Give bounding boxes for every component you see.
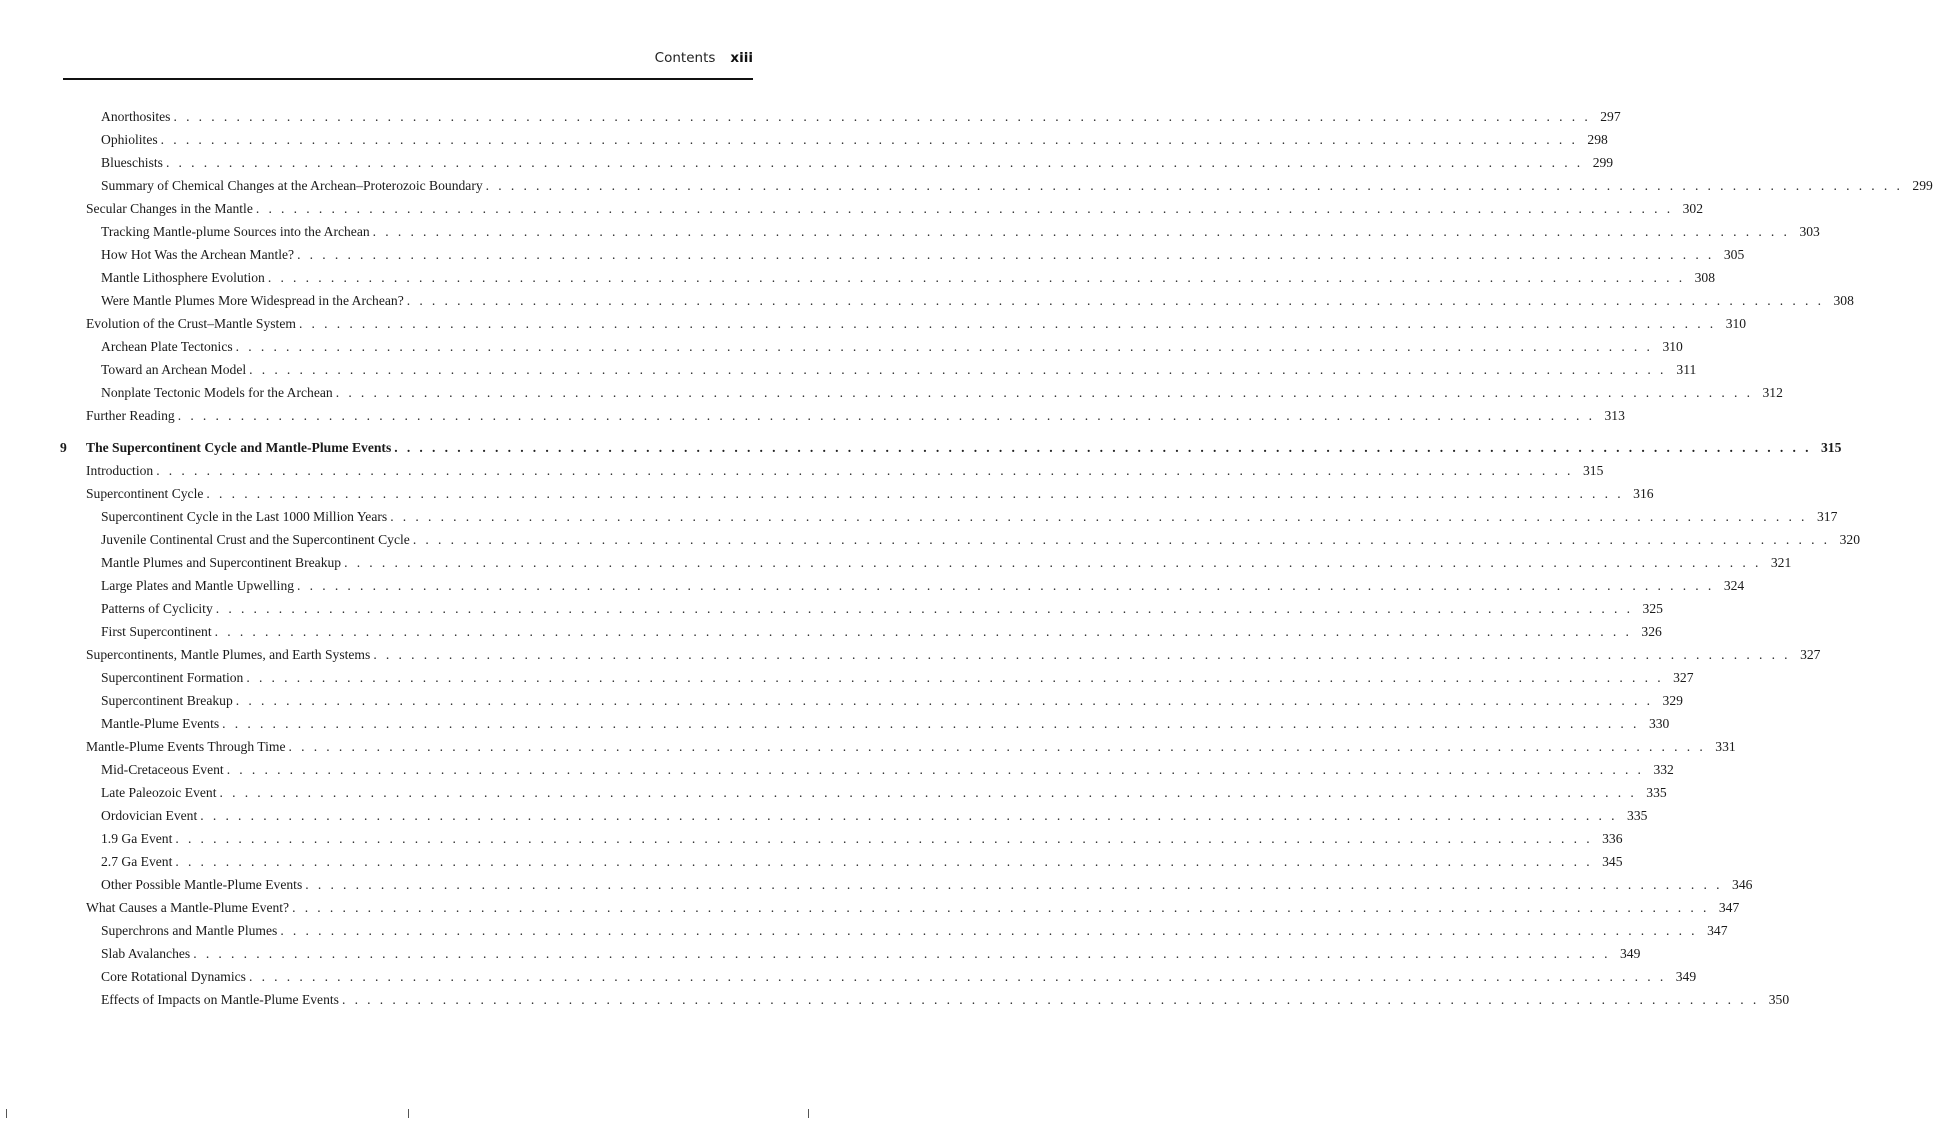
toc-entry[interactable]: Further Reading . . . . . . . . . . . . . . . . . . . . . . . . . . . . . . . . . . . . . . . . . . . . . . . . . . . . . . . . . . . . . . . . . . . . . . . . . . . . . . . . . . . . . . . . . . . . . . . . . . . . . . . . . . . . . . . . . 313 — [86, 408, 1625, 423]
toc-page: 312 — [1762, 385, 1783, 400]
toc-entry[interactable]: How Hot Was the Archean Mantle? . . . . . . . . . . . . . . . . . . . . . . . . . . . . . . . . . . . . . . . . . . . . . . . . . . . . . . . . . . . . . . . . . . . . . . . . . . . . . . . . . . . . . . . . . . . . . . . . . . . . . . . . . . . . . . . . . 305 — [101, 247, 1745, 262]
dot-leader: . . . . . . . . . . . . . . . . . . . . . . . . . . . . . . . . . . . . . . . . . . . . . . . . . . . . . . . . . . . . . . . . . . . . . . . . . . . . . . . . . . . . . . . . . . . . . . . . . . . . . . . . . . . . . . . . . — [390, 509, 1808, 524]
dot-leader: . . . . . . . . . . . . . . . . . . . . . . . . . . . . . . . . . . . . . . . . . . . . . . . . . . . . . . . . . . . . . . . . . . . . . . . . . . . . . . . . . . . . . . . . . . . . . . . . . . . . . . . . . . . . . . . . . — [297, 578, 1715, 593]
dot-leader: . . . . . . . . . . . . . . . . . . . . . . . . . . . . . . . . . . . . . . . . . . . . . . . . . . . . . . . . . . . . . . . . . . . . . . . . . . . . . . . . . . . . . . . . . . . . . . . . . . . . . . . . . . . . . . . . . — [177, 408, 1595, 423]
dot-leader: . . . . . . . . . . . . . . . . . . . . . . . . . . . . . . . . . . . . . . . . . . . . . . . . . . . . . . . . . . . . . . . . . . . . . . . . . . . . . . . . . . . . . . . . . . . . . . . . . . . . . . . . . . . . . . . . . — [412, 532, 1830, 547]
toc-page: 345 — [1602, 854, 1623, 869]
toc-page: 315 — [1582, 463, 1604, 478]
dot-leader: . . . . . . . . . . . . . . . . . . . . . . . . . . . . . . . . . . . . . . . . . . . . . . . . . . . . . . . . . . . . . . . . . . . . . . . . . . . . . . . . . . . . . . . . . . . . . . . . . . . . . . . . . . . . . . . . . — [372, 224, 1790, 239]
toc-entry[interactable]: Other Possible Mantle-Plume Events . . . . . . . . . . . . . . . . . . . . . . . . . . . . . . . . . . . . . . . . . . . . . . . . . . . . . . . . . . . . . . . . . . . . . . . . . . . . . . . . . . . . . . . . . . . . . . . . . . . . . . . . . . . . . . . . . 346 — [101, 877, 1753, 892]
toc-entry[interactable]: Late Paleozoic Event . . . . . . . . . . . . . . . . . . . . . . . . . . . . . . . . . . . . . . . . . . . . . . . . . . . . . . . . . . . . . . . . . . . . . . . . . . . . . . . . . . . . . . . . . . . . . . . . . . . . . . . . . . . . . . . . . 335 — [101, 785, 1667, 800]
crop-mark — [408, 1109, 409, 1118]
toc-entry[interactable]: 1.9 Ga Event . . . . . . . . . . . . . . . . . . . . . . . . . . . . . . . . . . . . . . . . . . . . . . . . . . . . . . . . . . . . . . . . . . . . . . . . . . . . . . . . . . . . . . . . . . . . . . . . . . . . . . . . . . . . . . . . . 336 — [101, 831, 1623, 846]
toc-entry[interactable]: 2.7 Ga Event . . . . . . . . . . . . . . . . . . . . . . . . . . . . . . . . . . . . . . . . . . . . . . . . . . . . . . . . . . . . . . . . . . . . . . . . . . . . . . . . . . . . . . . . . . . . . . . . . . . . . . . . . . . . . . . . . 345 — [101, 854, 1623, 869]
toc-entry[interactable]: Evolution of the Crust–Mantle System . . . . . . . . . . . . . . . . . . . . . . . . . . . . . . . . . . . . . . . . . . . . . . . . . . . . . . . . . . . . . . . . . . . . . . . . . . . . . . . . . . . . . . . . . . . . . . . . . . . . . . . . . . . . . . . . . 310 — [86, 316, 1747, 331]
toc-entry[interactable]: Summary of Chemical Changes at the Archean–Proterozoic Boundary . . . . . . . . . . . . . . . . . . . . . . . . . . . . . . . . . . . . . . . . . . . . . . . . . . . . . . . . . . . . . . . . . . . . . . . . . . . . . . . . . . . . . . . . . . . . . . . . . . . . . . . . . . . . . . . . . 299 — [101, 178, 1933, 193]
toc-entry[interactable]: Ophiolites . . . . . . . . . . . . . . . . . . . . . . . . . . . . . . . . . . . . . . . . . . . . . . . . . . . . . . . . . . . . . . . . . . . . . . . . . . . . . . . . . . . . . . . . . . . . . . . . . . . . . . . . . . . . . . . . . 298 — [101, 132, 1608, 147]
running-head-title: Contents — [654, 50, 716, 66]
dot-leader: . . . . . . . . . . . . . . . . . . . . . . . . . . . . . . . . . . . . . . . . . . . . . . . . . . . . . . . . . . . . . . . . . . . . . . . . . . . . . . . . . . . . . . . . . . . . . . . . . . . . . . . . . . . . . . . . . — [215, 601, 1633, 616]
page-number: xiii — [730, 50, 753, 66]
toc-entry[interactable]: Juvenile Continental Crust and the Supercontinent Cycle . . . . . . . . . . . . . . . . . . . . . . . . . . . . . . . . . . . . . . . . . . . . . . . . . . . . . . . . . . . . . . . . . . . . . . . . . . . . . . . . . . . . . . . . . . . . . . . . . . . . . . . . . . . . . . . . . 320 — [101, 532, 1860, 547]
toc-page: 305 — [1723, 247, 1745, 262]
dot-leader: . . . . . . . . . . . . . . . . . . . . . . . . . . . . . . . . . . . . . . . . . . . . . . . . . . . . . . . . . . . . . . . . . . . . . . . . . . . . . . . . . . . . . . . . . . . . . . . . . . . . . . . . . . . . . . . . . — [175, 854, 1593, 869]
dot-leader: . . . . . . . . . . . . . . . . . . . . . . . . . . . . . . . . . . . . . . . . . . . . . . . . . . . . . . . . . . . . . . . . . . . . . . . . . . . . . . . . . . . . . . . . . . . . . . . . . . . . . . . . . . . . . . . . . — [341, 992, 1760, 1007]
toc-entry[interactable]: Secular Changes in the Mantle . . . . . . . . . . . . . . . . . . . . . . . . . . . . . . . . . . . . . . . . . . . . . . . . . . . . . . . . . . . . . . . . . . . . . . . . . . . . . . . . . . . . . . . . . . . . . . . . . . . . . . . . . . . . . . . . . 302 — [86, 201, 1704, 216]
toc-entry[interactable]: Tracking Mantle-plume Sources into the Archean . . . . . . . . . . . . . . . . . . . . . . . . . . . . . . . . . . . . . . . . . . . . . . . . . . . . . . . . . . . . . . . . . . . . . . . . . . . . . . . . . . . . . . . . . . . . . . . . . . . . . . . . . . . . . . . . . 303 — [101, 224, 1820, 239]
dot-leader: . . . . . . . . . . . . . . . . . . . . . . . . . . . . . . . . . . . . . . . . . . . . . . . . . . . . . . . . . . . . . . . . . . . . . . . . . . . . . . . . . . . . . . . . . . . . . . . . . . . . . . . . . . . . . . . . . — [173, 109, 1591, 124]
toc-entry[interactable]: Supercontinent Cycle . . . . . . . . . . . . . . . . . . . . . . . . . . . . . . . . . . . . . . . . . . . . . . . . . . . . . . . . . . . . . . . . . . . . . . . . . . . . . . . . . . . . . . . . . . . . . . . . . . . . . . . . . . . . . . . . . 316 — [86, 486, 1654, 501]
toc-page: 302 — [1682, 201, 1704, 216]
dot-leader: . . . . . . . . . . . . . . . . . . . . . . . . . . . . . . . . . . . . . . . . . . . . . . . . . . . . . . . . . . . . . . . . . . . . . . . . . . . . . . . . . . . . . . . . . . . . . . . . . . . . . . . . . . . . . . . . . — [219, 785, 1637, 800]
toc-page: 324 — [1723, 578, 1745, 593]
dot-leader: . . . . . . . . . . . . . . . . . . . . . . . . . . . . . . . . . . . . . . . . . . . . . . . . . . . . . . . . . . . . . . . . . . . . . . . . . . . . . . . . . . . . . . . . . . . . . . . . . . . . . . . . . . . . . . . . . — [406, 293, 1824, 308]
toc-page: 336 — [1602, 831, 1623, 846]
toc-entry[interactable]: Supercontinent Breakup . . . . . . . . . . . . . . . . . . . . . . . . . . . . . . . . . . . . . . . . . . . . . . . . . . . . . . . . . . . . . . . . . . . . . . . . . . . . . . . . . . . . . . . . . . . . . . . . . . . . . . . . . . . . . . . . . 329 — [101, 693, 1683, 708]
dot-leader: . . . . . . . . . . . . . . . . . . . . . . . . . . . . . . . . . . . . . . . . . . . . . . . . . . . . . . . . . . . . . . . . . . . . . . . . . . . . . . . . . . . . . . . . . . . . . . . . . . . . . . . . . . . . . . . . . — [235, 339, 1653, 354]
toc-entry[interactable]: Core Rotational Dynamics . . . . . . . . . . . . . . . . . . . . . . . . . . . . . . . . . . . . . . . . . . . . . . . . . . . . . . . . . . . . . . . . . . . . . . . . . . . . . . . . . . . . . . . . . . . . . . . . . . . . . . . . . . . . . . . . . 349 — [101, 969, 1697, 984]
toc-page: 350 — [1768, 992, 1790, 1007]
toc-page: 327 — [1673, 670, 1694, 685]
dot-leader: . . . . . . . . . . . . . . . . . . . . . . . . . . . . . . . . . . . . . . . . . . . . . . . . . . . . . . . . . . . . . . . . . . . . . . . . . . . . . . . . . . . . . . . . . . . . . . . . . . . . . . . . . . . . . . . . . — [226, 762, 1644, 777]
toc-page: 332 — [1653, 762, 1674, 777]
dot-leader: . . . . . . . . . . . . . . . . . . . . . . . . . . . . . . . . . . . . . . . . . . . . . . . . . . . . . . . . . . . . . . . . . . . . . . . . . . . . . . . . . . . . . . . . . . . . . . . . . . . . . . . . . . . . . . . . . — [248, 969, 1667, 984]
dot-leader: . . . . . . . . . . . . . . . . . . . . . . . . . . . . . . . . . . . . . . . . . . . . . . . . . . . . . . . . . . . . . . . . . . . . . . . . . . . . . . . . . . . . . . . . . . . . . . . . . . . . . . . . . . . . . . . . . — [235, 693, 1653, 708]
toc-page: 315 — [1821, 440, 1842, 455]
toc-page: 299 — [1912, 178, 1933, 193]
dot-leader: . . . . . . . . . . . . . . . . . . . . . . . . . . . . . . . . . . . . . . . . . . . . . . . . . . . . . . . . . . . . . . . . . . . . . . . . . . . . . . . . . . . . . . . . . . . . . . . . . . . . . . . . . . . . . . . . . — [394, 440, 1812, 455]
toc-entry[interactable]: What Causes a Mantle-Plume Event? . . . . . . . . . . . . . . . . . . . . . . . . . . . . . . . . . . . . . . . . . . . . . . . . . . . . . . . . . . . . . . . . . . . . . . . . . . . . . . . . . . . . . . . . . . . . . . . . . . . . . . . . . . . . . . . . . 347 — [86, 900, 1740, 915]
toc-entry[interactable]: First Supercontinent . . . . . . . . . . . . . . . . . . . . . . . . . . . . . . . . . . . . . . . . . . . . . . . . . . . . . . . . . . . . . . . . . . . . . . . . . . . . . . . . . . . . . . . . . . . . . . . . . . . . . . . . . . . . . . . . . 326 — [101, 624, 1662, 639]
toc-page: 310 — [1662, 339, 1683, 354]
toc-entry[interactable]: Ordovician Event . . . . . . . . . . . . . . . . . . . . . . . . . . . . . . . . . . . . . . . . . . . . . . . . . . . . . . . . . . . . . . . . . . . . . . . . . . . . . . . . . . . . . . . . . . . . . . . . . . . . . . . . . . . . . . . . . 335 — [101, 808, 1648, 823]
toc-page: 310 — [1725, 316, 1747, 331]
toc-entry[interactable]: Blueschists . . . . . . . . . . . . . . . . . . . . . . . . . . . . . . . . . . . . . . . . . . . . . . . . . . . . . . . . . . . . . . . . . . . . . . . . . . . . . . . . . . . . . . . . . . . . . . . . . . . . . . . . . . . . . . . . . 299 — [101, 155, 1614, 170]
toc-page: 329 — [1662, 693, 1683, 708]
toc-chapter-entry[interactable]: 9 The Supercontinent Cycle and Mantle-Plume Events . . . . . . . . . . . . . . . . . . . . . . . . . . . . . . . . . . . . . . . . . . . . . . . . . . . . . . . . . . . . . . . . . . . . . . . . . . . . . . . . . . . . . . . . . . . . . . . . . . . . . . . . . . . . . . . . . 315 — [60, 440, 1842, 455]
toc-entry[interactable]: Patterns of Cyclicity . . . . . . . . . . . . . . . . . . . . . . . . . . . . . . . . . . . . . . . . . . . . . . . . . . . . . . . . . . . . . . . . . . . . . . . . . . . . . . . . . . . . . . . . . . . . . . . . . . . . . . . . . . . . . . . . . 325 — [101, 601, 1663, 616]
crop-mark — [808, 1109, 809, 1118]
dot-leader: . . . . . . . . . . . . . . . . . . . . . . . . . . . . . . . . . . . . . . . . . . . . . . . . . . . . . . . . . . . . . . . . . . . . . . . . . . . . . . . . . . . . . . . . . . . . . . . . . . . . . . . . . . . . . . . . . — [246, 670, 1664, 685]
toc-page: 308 — [1694, 270, 1716, 285]
toc-entry[interactable]: Were Mantle Plumes More Widespread in the Archean? . . . . . . . . . . . . . . . . . . . . . . . . . . . . . . . . . . . . . . . . . . . . . . . . . . . . . . . . . . . . . . . . . . . . . . . . . . . . . . . . . . . . . . . . . . . . . . . . . . . . . . . . . . . . . . . . . 308 — [101, 293, 1854, 308]
toc-entry[interactable]: Effects of Impacts on Mantle-Plume Events . . . . . . . . . . . . . . . . . . . . . . . . . . . . . . . . . . . . . . . . . . . . . . . . . . . . . . . . . . . . . . . . . . . . . . . . . . . . . . . . . . . . . . . . . . . . . . . . . . . . . . . . . . . . . . . . . 350 — [101, 992, 1790, 1007]
toc-page: 346 — [1732, 877, 1753, 892]
toc-page: 349 — [1619, 946, 1641, 961]
toc-entry[interactable]: Toward an Archean Model . . . . . . . . . . . . . . . . . . . . . . . . . . . . . . . . . . . . . . . . . . . . . . . . . . . . . . . . . . . . . . . . . . . . . . . . . . . . . . . . . . . . . . . . . . . . . . . . . . . . . . . . . . . . . . . . . 311 — [101, 362, 1697, 377]
toc-page: 320 — [1839, 532, 1860, 547]
toc-entry[interactable]: Archean Plate Tectonics . . . . . . . . . . . . . . . . . . . . . . . . . . . . . . . . . . . . . . . . . . . . . . . . . . . . . . . . . . . . . . . . . . . . . . . . . . . . . . . . . . . . . . . . . . . . . . . . . . . . . . . . . . . . . . . . . 310 — [101, 339, 1683, 354]
toc-entry[interactable]: Nonplate Tectonic Models for the Archean . . . . . . . . . . . . . . . . . . . . . . . . . . . . . . . . . . . . . . . . . . . . . . . . . . . . . . . . . . . . . . . . . . . . . . . . . . . . . . . . . . . . . . . . . . . . . . . . . . . . . . . . . . . . . . . . . 312 — [101, 385, 1783, 400]
toc-entry[interactable]: Mantle Lithosphere Evolution . . . . . . . . . . . . . . . . . . . . . . . . . . . . . . . . . . . . . . . . . . . . . . . . . . . . . . . . . . . . . . . . . . . . . . . . . . . . . . . . . . . . . . . . . . . . . . . . . . . . . . . . . . . . . . . . . 308 — [101, 270, 1716, 285]
toc-page: 331 — [1715, 739, 1736, 754]
toc-entry[interactable]: Mantle-Plume Events . . . . . . . . . . . . . . . . . . . . . . . . . . . . . . . . . . . . . . . . . . . . . . . . . . . . . . . . . . . . . . . . . . . . . . . . . . . . . . . . . . . . . . . . . . . . . . . . . . . . . . . . . . . . . . . . . 330 — [101, 716, 1670, 731]
dot-leader: . . . . . . . . . . . . . . . . . . . . . . . . . . . . . . . . . . . . . . . . . . . . . . . . . . . . . . . . . . . . . . . . . . . . . . . . . . . . . . . . . . . . . . . . . . . . . . . . . . . . . . . . . . . . . . . . . — [249, 362, 1667, 377]
dot-leader: . . . . . . . . . . . . . . . . . . . . . . . . . . . . . . . . . . . . . . . . . . . . . . . . . . . . . . . . . . . . . . . . . . . . . . . . . . . . . . . . . . . . . . . . . . . . . . . . . . . . . . . . . . . . . . . . . — [485, 178, 1903, 193]
toc-page: 335 — [1646, 785, 1667, 800]
dot-leader: . . . . . . . . . . . . . . . . . . . . . . . . . . . . . . . . . . . . . . . . . . . . . . . . . . . . . . . . . . . . . . . . . . . . . . . . . . . . . . . . . . . . . . . . . . . . . . . . . . . . . . . . . . . . . . . . . — [267, 270, 1686, 285]
toc-entry[interactable]: Mantle-Plume Events Through Time . . . . . . . . . . . . . . . . . . . . . . . . . . . . . . . . . . . . . . . . . . . . . . . . . . . . . . . . . . . . . . . . . . . . . . . . . . . . . . . . . . . . . . . . . . . . . . . . . . . . . . . . . . . . . . . . . 331 — [86, 739, 1736, 754]
dot-leader: . . . . . . . . . . . . . . . . . . . . . . . . . . . . . . . . . . . . . . . . . . . . . . . . . . . . . . . . . . . . . . . . . . . . . . . . . . . . . . . . . . . . . . . . . . . . . . . . . . . . . . . . . . . . . . . . . — [165, 155, 1584, 170]
toc-page: 317 — [1816, 509, 1838, 524]
toc-page: 335 — [1627, 808, 1648, 823]
toc-page: 316 — [1633, 486, 1654, 501]
toc-page: 330 — [1648, 716, 1670, 731]
dot-leader: . . . . . . . . . . . . . . . . . . . . . . . . . . . . . . . . . . . . . . . . . . . . . . . . . . . . . . . . . . . . . . . . . . . . . . . . . . . . . . . . . . . . . . . . . . . . . . . . . . . . . . . . . . . . . . . . . — [175, 831, 1593, 846]
dot-leader: . . . . . . . . . . . . . . . . . . . . . . . . . . . . . . . . . . . . . . . . . . . . . . . . . . . . . . . . . . . . . . . . . . . . . . . . . . . . . . . . . . . . . . . . . . . . . . . . . . . . . . . . . . . . . . . . . — [288, 739, 1706, 754]
toc-page: 349 — [1675, 969, 1697, 984]
toc-page: 321 — [1770, 555, 1792, 570]
dot-leader: . . . . . . . . . . . . . . . . . . . . . . . . . . . . . . . . . . . . . . . . . . . . . . . . . . . . . . . . . . . . . . . . . . . . . . . . . . . . . . . . . . . . . . . . . . . . . . . . . . . . . . . . . . . . . . . . . — [292, 900, 1710, 915]
toc-entry[interactable]: Large Plates and Mantle Upwelling . . . . . . . . . . . . . . . . . . . . . . . . . . . . . . . . . . . . . . . . . . . . . . . . . . . . . . . . . . . . . . . . . . . . . . . . . . . . . . . . . . . . . . . . . . . . . . . . . . . . . . . . . . . . . . . . . 324 — [101, 578, 1745, 593]
toc-entry[interactable]: Slab Avalanches . . . . . . . . . . . . . . . . . . . . . . . . . . . . . . . . . . . . . . . . . . . . . . . . . . . . . . . . . . . . . . . . . . . . . . . . . . . . . . . . . . . . . . . . . . . . . . . . . . . . . . . . . . . . . . . . . 349 — [101, 946, 1641, 961]
toc-page: 347 — [1707, 923, 1728, 938]
toc-page: 326 — [1641, 624, 1662, 639]
dot-leader: . . . . . . . . . . . . . . . . . . . . . . . . . . . . . . . . . . . . . . . . . . . . . . . . . . . . . . . . . . . . . . . . . . . . . . . . . . . . . . . . . . . . . . . . . . . . . . . . . . . . . . . . . . . . . . . . . — [222, 716, 1640, 731]
toc-page: 308 — [1833, 293, 1854, 308]
toc-entry[interactable]: Supercontinent Formation . . . . . . . . . . . . . . . . . . . . . . . . . . . . . . . . . . . . . . . . . . . . . . . . . . . . . . . . . . . . . . . . . . . . . . . . . . . . . . . . . . . . . . . . . . . . . . . . . . . . . . . . . . . . . . . . . 327 — [101, 670, 1694, 685]
chapter-number: 9 — [60, 440, 67, 455]
dot-leader: . . . . . . . . . . . . . . . . . . . . . . . . . . . . . . . . . . . . . . . . . . . . . . . . . . . . . . . . . . . . . . . . . . . . . . . . . . . . . . . . . . . . . . . . . . . . . . . . . . . . . . . . . . . . . . . . . — [206, 486, 1624, 501]
toc-entry[interactable]: Mantle Plumes and Supercontinent Breakup . . . . . . . . . . . . . . . . . . . . . . . . . . . . . . . . . . . . . . . . . . . . . . . . . . . . . . . . . . . . . . . . . . . . . . . . . . . . . . . . . . . . . . . . . . . . . . . . . . . . . . . . . . . . . . . . . 321 — [101, 555, 1792, 570]
dot-leader: . . . . . . . . . . . . . . . . . . . . . . . . . . . . . . . . . . . . . . . . . . . . . . . . . . . . . . . . . . . . . . . . . . . . . . . . . . . . . . . . . . . . . . . . . . . . . . . . . . . . . . . . . . . . . . . . . — [280, 923, 1698, 938]
toc-entry[interactable]: Superchrons and Mantle Plumes . . . . . . . . . . . . . . . . . . . . . . . . . . . . . . . . . . . . . . . . . . . . . . . . . . . . . . . . . . . . . . . . . . . . . . . . . . . . . . . . . . . . . . . . . . . . . . . . . . . . . . . . . . . . . . . . . 347 — [101, 923, 1728, 938]
dot-leader: . . . . . . . . . . . . . . . . . . . . . . . . . . . . . . . . . . . . . . . . . . . . . . . . . . . . . . . . . . . . . . . . . . . . . . . . . . . . . . . . . . . . . . . . . . . . . . . . . . . . . . . . . . . . . . . . . — [344, 555, 1762, 570]
toc-entry[interactable]: Mid-Cretaceous Event . . . . . . . . . . . . . . . . . . . . . . . . . . . . . . . . . . . . . . . . . . . . . . . . . . . . . . . . . . . . . . . . . . . . . . . . . . . . . . . . . . . . . . . . . . . . . . . . . . . . . . . . . . . . . . . . . 332 — [101, 762, 1674, 777]
toc-page: 299 — [1592, 155, 1614, 170]
dot-leader: . . . . . . . . . . . . . . . . . . . . . . . . . . . . . . . . . . . . . . . . . . . . . . . . . . . . . . . . . . . . . . . . . . . . . . . . . . . . . . . . . . . . . . . . . . . . . . . . . . . . . . . . . . . . . . . . . — [193, 946, 1611, 961]
crop-mark — [6, 1109, 7, 1118]
dot-leader: . . . . . . . . . . . . . . . . . . . . . . . . . . . . . . . . . . . . . . . . . . . . . . . . . . . . . . . . . . . . . . . . . . . . . . . . . . . . . . . . . . . . . . . . . . . . . . . . . . . . . . . . . . . . . . . . . — [298, 316, 1717, 331]
dot-leader: . . . . . . . . . . . . . . . . . . . . . . . . . . . . . . . . . . . . . . . . . . . . . . . . . . . . . . . . . . . . . . . . . . . . . . . . . . . . . . . . . . . . . . . . . . . . . . . . . . . . . . . . . . . . . . . . . — [373, 647, 1791, 662]
toc-page: 311 — [1676, 362, 1697, 377]
toc-page: 313 — [1604, 408, 1625, 423]
toc-entry[interactable]: Anorthosites . . . . . . . . . . . . . . . . . . . . . . . . . . . . . . . . . . . . . . . . . . . . . . . . . . . . . . . . . . . . . . . . . . . . . . . . . . . . . . . . . . . . . . . . . . . . . . . . . . . . . . . . . . . . . . . . . 297 — [101, 109, 1621, 124]
dot-leader: . . . . . . . . . . . . . . . . . . . . . . . . . . . . . . . . . . . . . . . . . . . . . . . . . . . . . . . . . . . . . . . . . . . . . . . . . . . . . . . . . . . . . . . . . . . . . . . . . . . . . . . . . . . . . . . . . — [214, 624, 1632, 639]
toc-page: 347 — [1718, 900, 1740, 915]
toc-page: 297 — [1600, 109, 1621, 124]
toc-page: 325 — [1642, 601, 1663, 616]
toc-page: 327 — [1800, 647, 1821, 662]
dot-leader: . . . . . . . . . . . . . . . . . . . . . . . . . . . . . . . . . . . . . . . . . . . . . . . . . . . . . . . . . . . . . . . . . . . . . . . . . . . . . . . . . . . . . . . . . . . . . . . . . . . . . . . . . . . . . . . . . — [160, 132, 1578, 147]
dot-leader: . . . . . . . . . . . . . . . . . . . . . . . . . . . . . . . . . . . . . . . . . . . . . . . . . . . . . . . . . . . . . . . . . . . . . . . . . . . . . . . . . . . . . . . . . . . . . . . . . . . . . . . . . . . . . . . . . — [297, 247, 1715, 262]
toc-page: 303 — [1799, 224, 1820, 239]
toc-entry[interactable]: Supercontinent Cycle in the Last 1000 Million Years . . . . . . . . . . . . . . . . . . . . . . . . . . . . . . . . . . . . . . . . . . . . . . . . . . . . . . . . . . . . . . . . . . . . . . . . . . . . . . . . . . . . . . . . . . . . . . . . . . . . . . . . . . . . . . . . . 317 — [101, 509, 1838, 524]
toc-entry[interactable]: Introduction . . . . . . . . . . . . . . . . . . . . . . . . . . . . . . . . . . . . . . . . . . . . . . . . . . . . . . . . . . . . . . . . . . . . . . . . . . . . . . . . . . . . . . . . . . . . . . . . . . . . . . . . . . . . . . . . . 315 — [86, 463, 1604, 478]
dot-leader: . . . . . . . . . . . . . . . . . . . . . . . . . . . . . . . . . . . . . . . . . . . . . . . . . . . . . . . . . . . . . . . . . . . . . . . . . . . . . . . . . . . . . . . . . . . . . . . . . . . . . . . . . . . . . . . . . — [305, 877, 1723, 892]
toc-page: 298 — [1587, 132, 1608, 147]
toc-entry[interactable]: Supercontinents, Mantle Plumes, and Earth Systems . . . . . . . . . . . . . . . . . . . . . . . . . . . . . . . . . . . . . . . . . . . . . . . . . . . . . . . . . . . . . . . . . . . . . . . . . . . . . . . . . . . . . . . . . . . . . . . . . . . . . . . . . . . . . . . . . 327 — [86, 647, 1821, 662]
dot-leader: . . . . . . . . . . . . . . . . . . . . . . . . . . . . . . . . . . . . . . . . . . . . . . . . . . . . . . . . . . . . . . . . . . . . . . . . . . . . . . . . . . . . . . . . . . . . . . . . . . . . . . . . . . . . . . . . . — [156, 463, 1574, 478]
dot-leader: . . . . . . . . . . . . . . . . . . . . . . . . . . . . . . . . . . . . . . . . . . . . . . . . . . . . . . . . . . . . . . . . . . . . . . . . . . . . . . . . . . . . . . . . . . . . . . . . . . . . . . . . . . . . . . . . . — [255, 201, 1674, 216]
dot-leader: . . . . . . . . . . . . . . . . . . . . . . . . . . . . . . . . . . . . . . . . . . . . . . . . . . . . . . . . . . . . . . . . . . . . . . . . . . . . . . . . . . . . . . . . . . . . . . . . . . . . . . . . . . . . . . . . . — [335, 385, 1753, 400]
dot-leader: . . . . . . . . . . . . . . . . . . . . . . . . . . . . . . . . . . . . . . . . . . . . . . . . . . . . . . . . . . . . . . . . . . . . . . . . . . . . . . . . . . . . . . . . . . . . . . . . . . . . . . . . . . . . . . . . . — [200, 808, 1618, 823]
